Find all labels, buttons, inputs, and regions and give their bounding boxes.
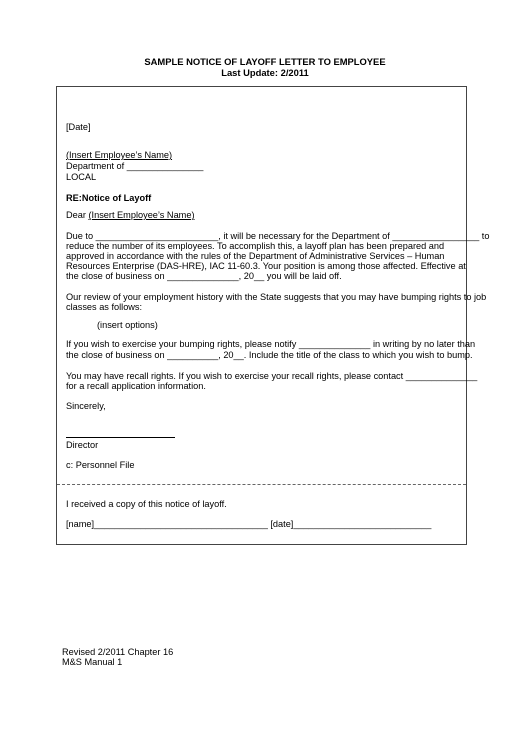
insert-options: (insert options) — [97, 320, 158, 330]
paragraph-line: the close of business on __________, 20__. Include the title of the class to which you wish to bump. — [66, 350, 473, 360]
re-line: RE:Notice of Layoff — [66, 193, 152, 203]
document-title: SAMPLE NOTICE OF LAYOFF LETTER TO EMPLOYEE — [144, 56, 386, 67]
cc-line: c: Personnel File — [66, 460, 135, 470]
paragraph-line: You may have recall rights. If you wish to exercise your recall rights, please contact ______________ — [66, 371, 478, 381]
salutation-prefix: Dear — [66, 210, 89, 220]
tear-off-divider — [57, 484, 466, 485]
salutation — [66, 210, 195, 221]
paragraph-line: approved in accordance with the rules of the Department of Administrative Services – Human — [66, 251, 445, 261]
name-date-signature-line: [name]__________________________________ [date]___________________________ — [66, 519, 432, 529]
paragraph-line: If you wish to exercise your bumping rights, please notify ______________ in writing by no later than — [66, 339, 476, 349]
receipt-statement: I received a copy of this notice of layoff. — [66, 499, 227, 509]
signature-line — [66, 437, 175, 438]
paragraph-line: the close of business on ______________, 20__ you will be laid off. — [66, 271, 342, 281]
paragraph-line: classes as follows: — [66, 302, 143, 312]
footer-manual: M&S Manual 1 — [62, 657, 123, 667]
employee-name-placeholder: (Insert Employee’s Name) — [66, 150, 173, 160]
paragraph-line: Resources Enterprise (DAS-HRE), IAC 11-60.3. Your position is among those affected. Effective at — [66, 261, 466, 271]
paragraph-line: reduce the number of its employees. To accomplish this, a layoff plan has been prepared and — [66, 241, 445, 251]
date-placeholder: [Date] — [66, 122, 91, 132]
footer-revised: Revised 2/2011 Chapter 16 — [62, 647, 174, 657]
sincerely: Sincerely, — [66, 401, 106, 411]
paragraph-line: for a recall application information. — [66, 381, 206, 391]
paragraph-line: Our review of your employment history with the State suggests that you may have bumping rights to job — [66, 292, 487, 302]
department-line: Department of _______________ — [66, 161, 204, 171]
paragraph-line: Due to ________________________, it will be necessary for the Department of _________________ to — [66, 231, 490, 241]
local-line: LOCAL — [66, 172, 97, 182]
director-title: Director — [66, 440, 99, 450]
last-update: Last Update: 2/2011 — [221, 67, 309, 78]
salutation-name: (Insert Employee’s Name) — [88, 210, 195, 220]
